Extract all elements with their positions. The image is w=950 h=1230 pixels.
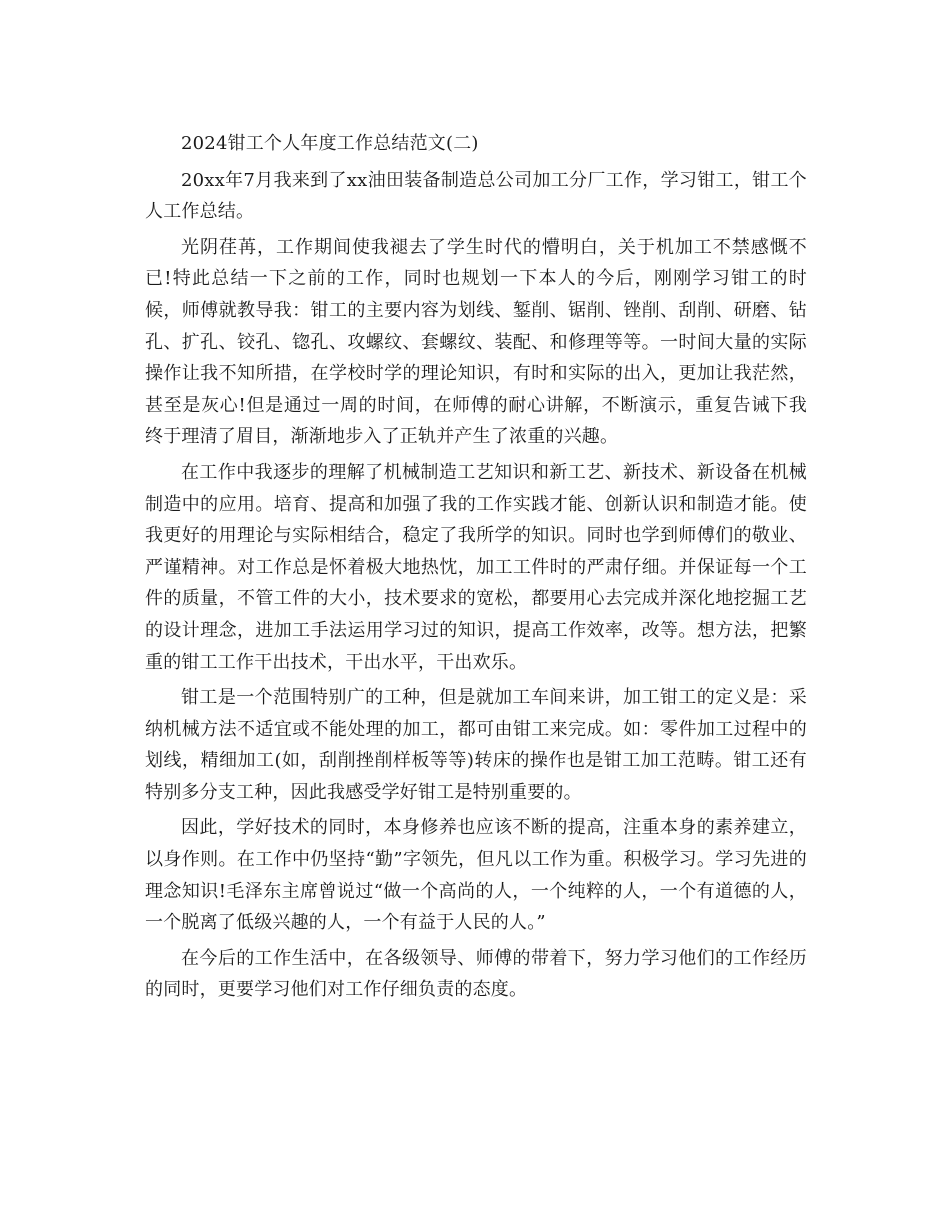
paragraph-4: 钳工是一个范围特别广的工种，但是就加工车间来讲，加工钳工的定义是：采纳机械方法不适宜或不能处理的加工，都可由钳工来完成。如：零件加工过程中的划线，精细加工(如，刮削挫削样板等等)转床的操作也是钳工加工范畴。钳工还有特别多分支工种，因此我感受学好钳工是特别重要的。 bbox=[145, 687, 807, 803]
document-title: 2024钳工个人年度工作总结范文(二) bbox=[181, 133, 479, 154]
paragraph-5: 因此，学好技术的同时，本身修养也应该不断的提高，注重本身的素养建立，以身作则。在工作中仍坚持“勤”字领先，但凡以工作为重。积极学习。学习先进的理念知识!毛泽东主席曾说过“做一个高尚的人，一个纯粹的人，一个有道德的人，一个脱离了低级兴趣的人，一个有益于人民的人。” bbox=[145, 817, 807, 934]
document-body bbox=[145, 128, 807, 1006]
paragraph-2: 光阴荏苒，工作期间使我褪去了学生时代的懵明白，关于机加工不禁感慨不已!特此总结一下之前的工作，同时也规划一下本人的今后，刚刚学习钳工的时候，师傅就教导我：钳工的主要内容为划线、錾削、锯削、锉削、刮削、研磨、钻孔、扩孔、铰孔、锪孔、攻螺纹、套螺纹、装配、和修理等等。一时间大量的实际操作让我不知所措，在学校时学的理论知识，有时和实际的出入，更加让我茫然，甚至是灰心!但是通过一周的时间，在师傅的耐心讲解，不断演示，重复告诫下我终于理清了眉目，渐渐地步入了正轨并产生了浓重的兴趣。 bbox=[145, 236, 807, 448]
paragraph-6: 在今后的工作生活中，在各级领导、师傅的带着下，努力学习他们的工作经历的同时，更要学习他们对工作仔细负责的态度。 bbox=[145, 947, 807, 1001]
paragraph-1: 20xx年7月我来到了xx油田装备制造总公司加工分厂工作，学习钳工，钳工个人工作总结。 bbox=[145, 169, 807, 223]
paragraph-3: 在工作中我逐步的理解了机械制造工艺知识和新工艺、新技术、新设备在机械制造中的应用。培育、提高和加强了我的工作实践才能、创新认识和制造才能。使我更好的用理论与实际相结合，稳定了我所学的知识。同时也学到师傅们的敬业、严谨精神。对工作总是怀着极大地热忱，加工工件时的严肃仔细。并保证每一个工件的质量，不管工件的大小，技术要求的宽松，都要用心去完成并深化地挖掘工艺的设计理念，进加工手法运用学习过的知识，提高工作效率，改等。想方法，把繁重的钳工工作干出技术，干出水平，干出欢乐。 bbox=[145, 461, 807, 673]
